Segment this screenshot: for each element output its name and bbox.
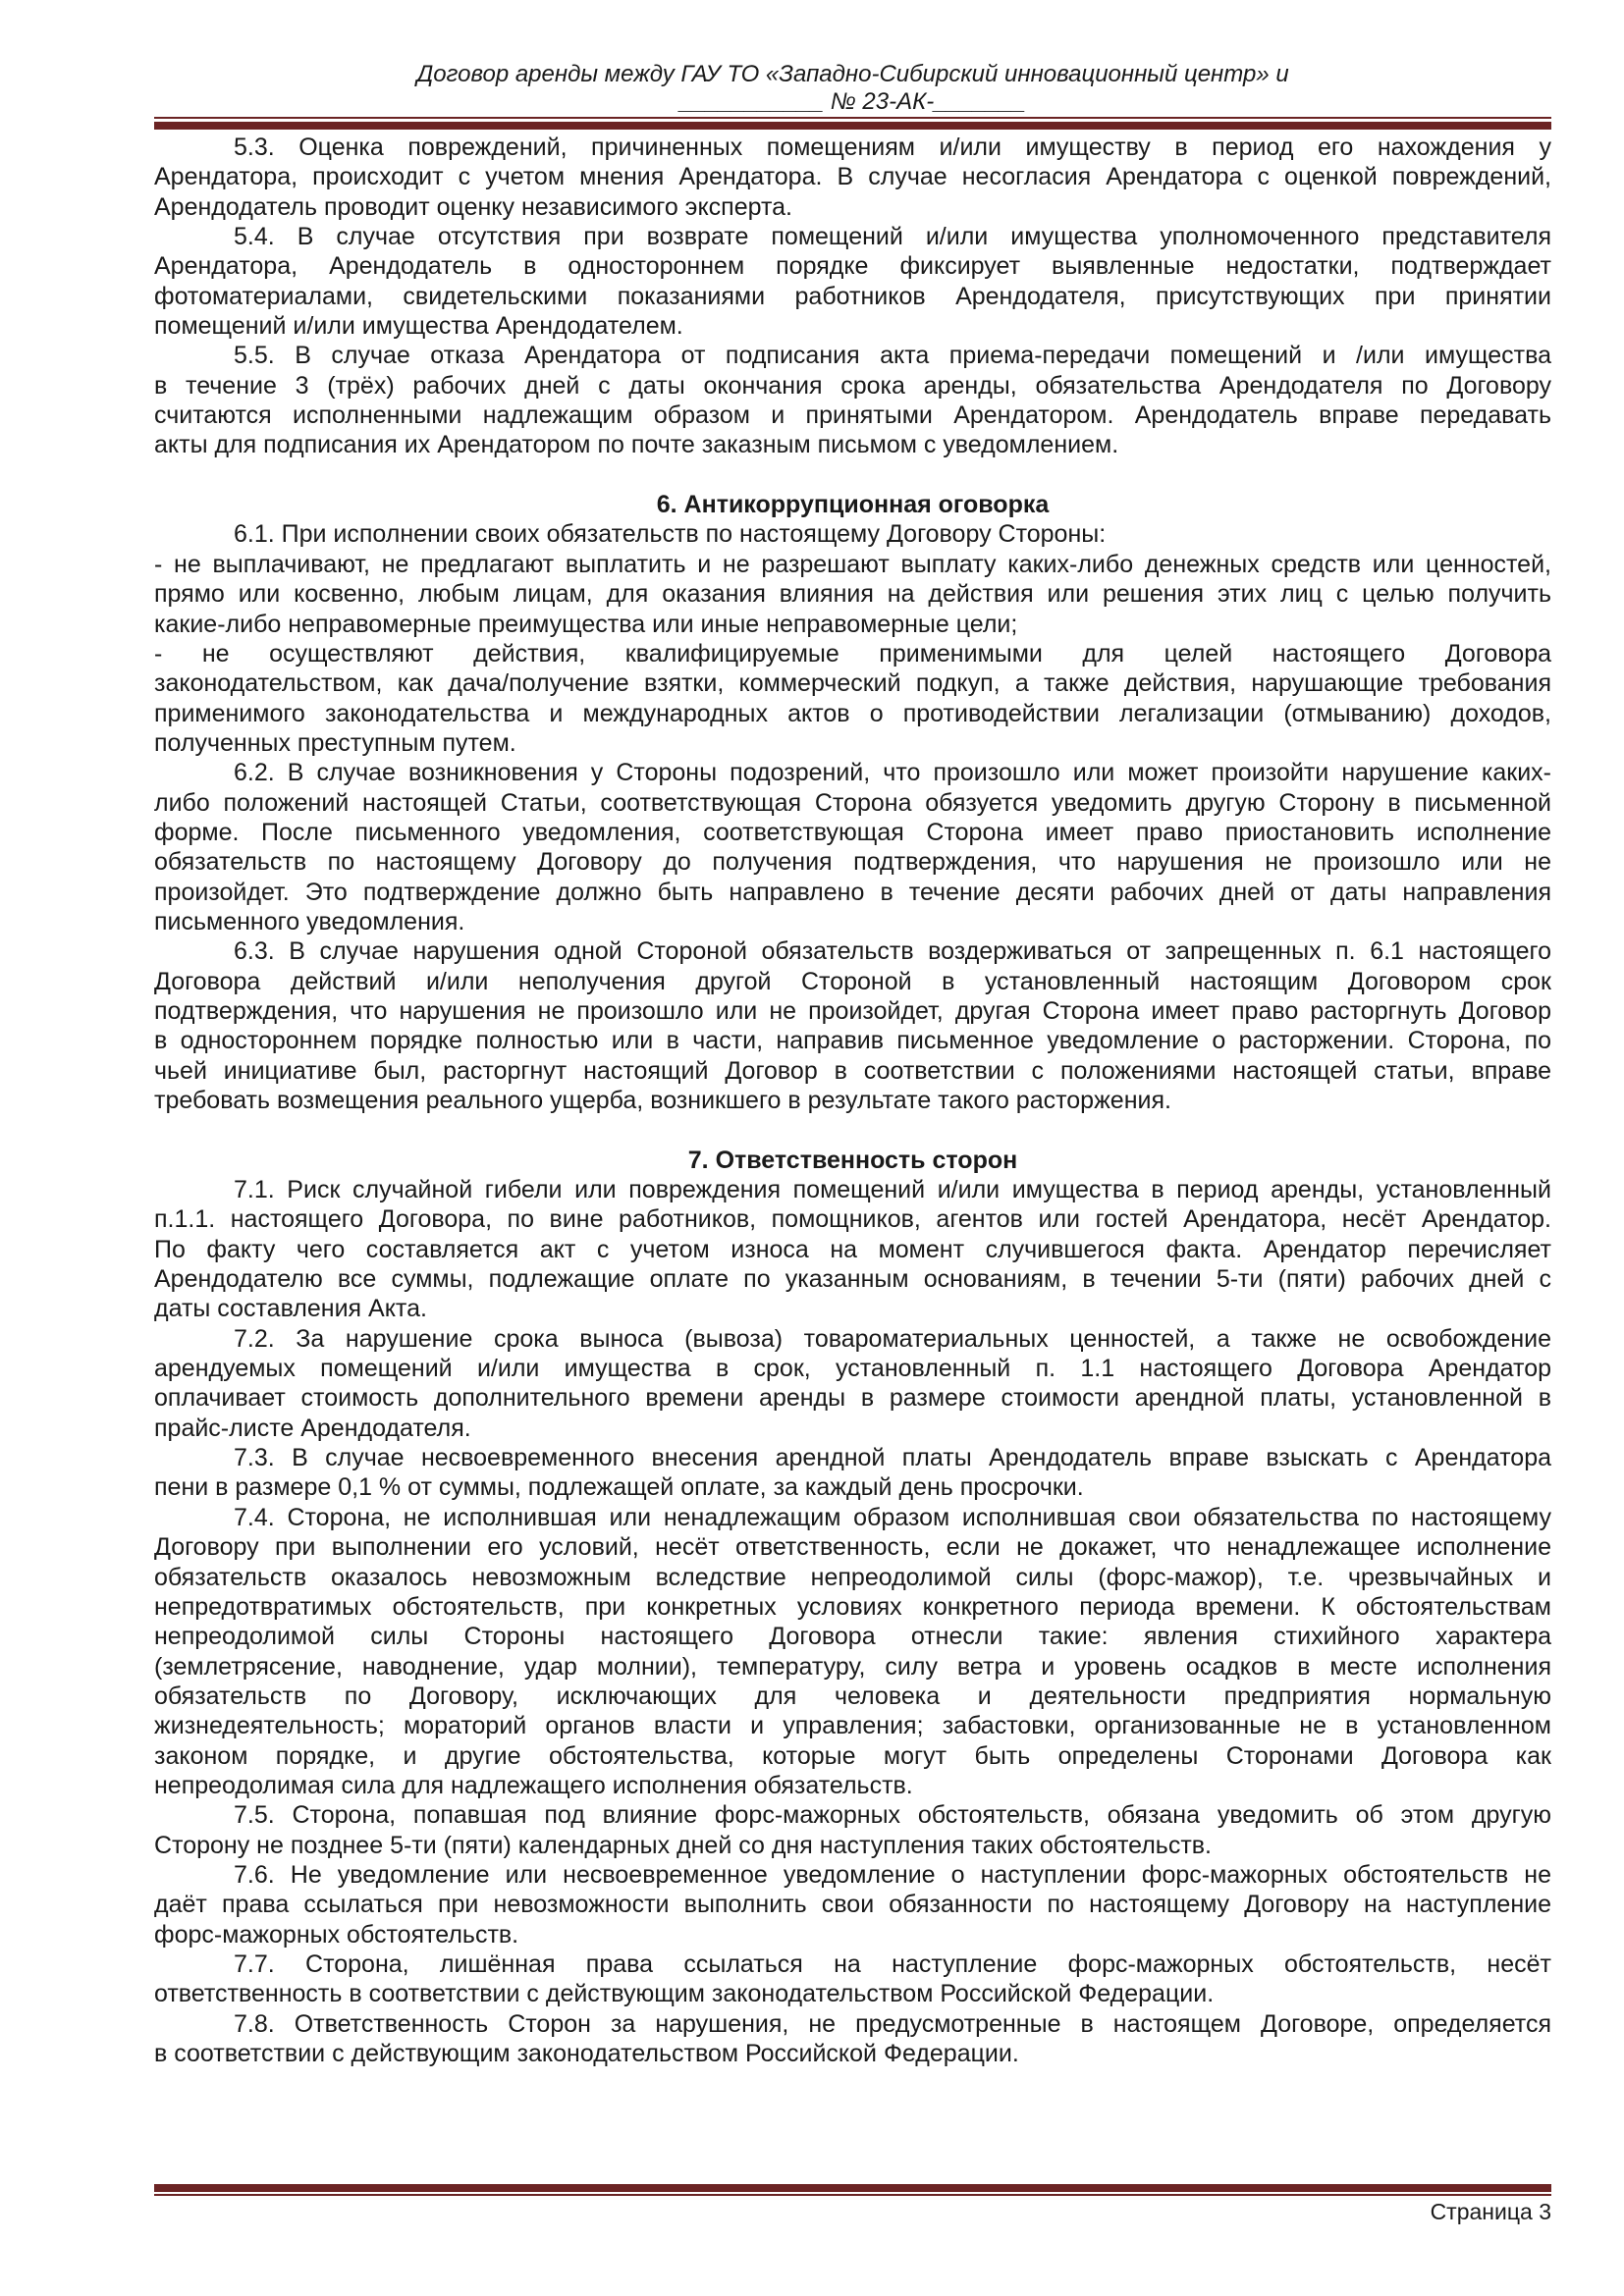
- text-line: п.1.1. настоящего Договора, по вине работников, помощников, агентов или гостей Арендатора, несёт Арендатор.: [154, 1205, 1551, 1234]
- text-line: помещений и/или имущества Арендодателем.: [154, 312, 683, 341]
- text-line: - не осуществляют действия, квалифицируемые применимыми для целей настоящего Договора: [154, 639, 1551, 667]
- text-line: 6.1. При исполнении своих обязательств по настоящему Договору Стороны:: [234, 520, 1107, 549]
- text-line: оплачивает стоимость дополнительного времени аренды в размере стоимости арендной платы, установленной в: [154, 1384, 1551, 1413]
- text-line: 6.3. В случае нарушения одной Стороной обязательств воздерживаться от запрещенных п. 6.1 настоящего: [234, 937, 1551, 966]
- text-line: пени в размере 0,1 % от суммы, подлежащей оплате, за каждый день просрочки.: [154, 1473, 1084, 1502]
- text-line: Арендатора, Арендодатель в одностороннем порядке фиксирует выявленные недостатки, подтверждает: [154, 252, 1551, 281]
- text-line: подтверждения, что нарушения не произошло или не произойдет, другая Сторона имеет право расторгнуть Договор: [154, 996, 1551, 1025]
- text-line: - не выплачивают, не предлагают выплатить и не разрешают выплату каких-либо денежных средств или ценностей,: [154, 550, 1551, 578]
- text-line: арендуемых помещений и/или имущества в срок, установленный п. 1.1 настоящего Договора Арендатор: [154, 1355, 1551, 1383]
- text-line: жизнедеятельность; мораторий органов власти и управления; забастовки, организованные не в установленном: [154, 1712, 1551, 1740]
- text-line: 7.2. За нарушение срока выноса (вывоза) товароматериальных ценностей, а также не освобождение: [234, 1324, 1551, 1353]
- clause-paragraph: [154, 639, 1551, 758]
- footer-rule-thin: [154, 2194, 1551, 2196]
- section-heading: 6. Антикоррупционная оговорка: [656, 491, 1050, 519]
- text-line: 7.6. Не уведомление или несвоевременное уведомление о наступлении форс-мажорных обстоятельств не: [234, 1860, 1551, 1889]
- text-line: прямо или косвенно, любым лицам, для оказания влияния на действия или решения этих лиц с целью получить: [154, 580, 1551, 609]
- text-line: Арендатора, происходит с учетом мнения Арендатора. В случае несогласия Арендатора с оценкой повреждений,: [154, 163, 1551, 191]
- text-line: произойдет. Это подтверждение должно быть направлено в течение десяти рабочих дней от даты направления: [154, 878, 1551, 906]
- text-line: 7.7. Сторона, лишённая права ссылаться на наступление форс-мажорных обстоятельств, несёт: [234, 1949, 1551, 1978]
- clause-paragraph: [154, 1443, 1551, 1503]
- running-header-title: Договор аренды между ГАУ ТО «Западно-Сибирский инновационный центр» и: [416, 61, 1289, 87]
- text-line: Договору при выполнении его условий, несёт ответственность, если не докажет, что ненадлежащее исполнение: [154, 1533, 1551, 1562]
- text-line: непредотвратимых обстоятельств, при конкретных условиях конкретного периода времени. К обстоятельствам: [154, 1592, 1551, 1621]
- blank-line: [154, 460, 1551, 490]
- header-rule-thick: [154, 122, 1551, 130]
- text-line: требовать возмещения реального ущерба, возникшего в результате такого расторжения.: [154, 1087, 1171, 1114]
- text-line: 7.5. Сторона, попавшая под влияние форс-мажорных обстоятельств, обязана уведомить об этом другую: [234, 1801, 1551, 1830]
- text-line: 7.8. Ответственность Сторон за нарушения, не предусмотренные в настоящем Договоре, определяется: [234, 2009, 1551, 2038]
- text-line: (землетрясение, наводнение, удар молнии), температуру, силу ветра и уровень осадков в месте исполнения: [154, 1652, 1551, 1681]
- clause-paragraph: [154, 1324, 1551, 1443]
- blank-line: [154, 1115, 1551, 1145]
- text-line: Арендодателю все суммы, подлежащие оплате по указанным основаниям, в течении 5-ти (пяти) рабочих дней с: [154, 1265, 1551, 1294]
- text-line: считаются исполненными надлежащим образом и принятыми Арендатором. Арендодатель вправе передавать: [154, 401, 1551, 430]
- text-line: применимого законодательства и международных актов о противодействии легализации (отмыванию) доходов,: [154, 699, 1551, 727]
- text-line: в течение 3 (трёх) рабочих дней с даты окончания срока аренды, обязательства Арендодателя по Договору: [154, 371, 1551, 400]
- text-line: обязательств оказалось невозможным вследствие непреодолимой силы (форс-мажор), т.е. чрезвычайных и: [154, 1563, 1551, 1591]
- text-line: 5.5. В случае отказа Арендатора от подписания акта приема-передачи помещений и /или имущества: [234, 342, 1551, 370]
- text-line: форме. После письменного уведомления, соответствующая Сторона имеет право приостановить исполнение: [154, 818, 1551, 846]
- clause-paragraph: [154, 550, 1551, 639]
- text-line: фотоматериалами, свидетельскими показаниями работников Арендодателя, присутствующих при принятии: [154, 282, 1551, 310]
- clause-paragraph: [154, 936, 1551, 1115]
- clause-paragraph: [154, 1949, 1551, 2009]
- text-line: законом порядке, и другие обстоятельства, которые могут быть определены Сторонами Договора как: [154, 1741, 1551, 1770]
- header-rule-thin: [154, 117, 1551, 119]
- text-line: 6.2. В случае возникновения у Стороны подозрений, что произошло или может произойти нарушение каких-: [234, 759, 1551, 787]
- clause-paragraph: [154, 222, 1551, 341]
- clause-paragraph: [154, 1860, 1551, 1949]
- text-line: в соответствии с действующим законодательством Российской Федерации.: [154, 2040, 1019, 2067]
- text-line: даты составления Акта.: [154, 1295, 427, 1323]
- clause-paragraph: [154, 133, 1551, 222]
- text-line: ответственность в соответствии с действующим законодательством Российской Федерации.: [154, 1980, 1215, 2008]
- text-line: чьей инициативе был, расторгнут настоящий Договор в соответствии с положениями настоящей статьи, вправе: [154, 1056, 1551, 1085]
- text-line: Арендодатель проводит оценку независимого эксперта.: [154, 192, 792, 221]
- text-line: прайс-листе Арендодателя.: [154, 1414, 471, 1442]
- text-line: обязательств по Договору, исключающих для человека и деятельности предприятия нормальную: [154, 1682, 1551, 1710]
- text-line: 7.4. Сторона, не исполнившая или ненадлежащим образом исполнившая свои обязательства по настоящему: [234, 1503, 1551, 1531]
- section-heading: 7. Ответственность сторон: [687, 1146, 1018, 1174]
- text-line: законодательством, как дача/получение взятки, коммерческий подкуп, а также действия, нарушающие требования: [154, 669, 1551, 698]
- clause-paragraph: [154, 341, 1551, 459]
- text-line: акты для подписания их Арендатором по почте заказным письмом с уведомлением.: [154, 431, 1119, 459]
- clause-paragraph: [154, 2009, 1551, 2069]
- text-line: По факту чего составляется акт с учетом износа на момент случившегося факта. Арендатор перечисляет: [154, 1235, 1551, 1263]
- text-line: 5.3. Оценка повреждений, причиненных помещениям и/или имуществу в период его нахождения у: [234, 133, 1551, 161]
- footer-rule-thick: [154, 2184, 1551, 2192]
- text-line: Сторону не позднее 5-ти (пяти) календарных дней со дня наступления таких обстоятельств.: [154, 1831, 1212, 1859]
- clause-paragraph: [154, 519, 1551, 549]
- page-number: Страница 3: [1430, 2199, 1551, 2224]
- clause-paragraph: [154, 1800, 1551, 1860]
- text-line: полученных преступным путем.: [154, 728, 516, 757]
- text-line: либо положений настоящей Статьи, соответствующая Сторона обязуется уведомить другую Сторону в письменной: [154, 788, 1551, 817]
- text-line: непреодолимая сила для надлежащего исполнения обязательств.: [154, 1771, 913, 1799]
- clause-paragraph: [154, 758, 1551, 936]
- text-line: письменного уведомления.: [154, 907, 465, 935]
- document-body: [154, 133, 1551, 2068]
- running-header-contract-number: ___________ № 23-АК-_______: [679, 88, 1026, 115]
- text-line: даёт права ссылаться при невозможности выполнить свои обязанности по настоящему Договору на наступление: [154, 1891, 1551, 1919]
- clause-paragraph: [154, 1175, 1551, 1324]
- text-line: какие-либо неправомерные преимущества или иные неправомерные цели;: [154, 610, 1018, 638]
- text-line: непреодолимой силы Стороны настоящего Договора отнесли такие: явления стихийного характера: [154, 1623, 1551, 1651]
- text-line: обязательств по настоящему Договору до получения подтверждения, что нарушения не произошло или не: [154, 848, 1551, 877]
- text-line: 7.3. В случае несвоевременного внесения арендной платы Арендодатель вправе взыскать с Арендатора: [234, 1444, 1551, 1472]
- text-line: 5.4. В случае отсутствия при возврате помещений и/или имущества уполномоченного представителя: [234, 223, 1551, 251]
- text-line: форс-мажорных обстоятельств.: [154, 1920, 519, 1949]
- text-line: в одностороннем порядке полностью или в части, направив письменное уведомление о расторжении. Сторона, по: [154, 1027, 1551, 1055]
- text-line: 7.1. Риск случайной гибели или повреждения помещений и/или имущества в период аренды, установленный: [234, 1176, 1551, 1204]
- clause-paragraph: [154, 1503, 1551, 1800]
- text-line: Договора действий и/или неполучения другой Стороной в установленный настоящим Договором срок: [154, 967, 1551, 995]
